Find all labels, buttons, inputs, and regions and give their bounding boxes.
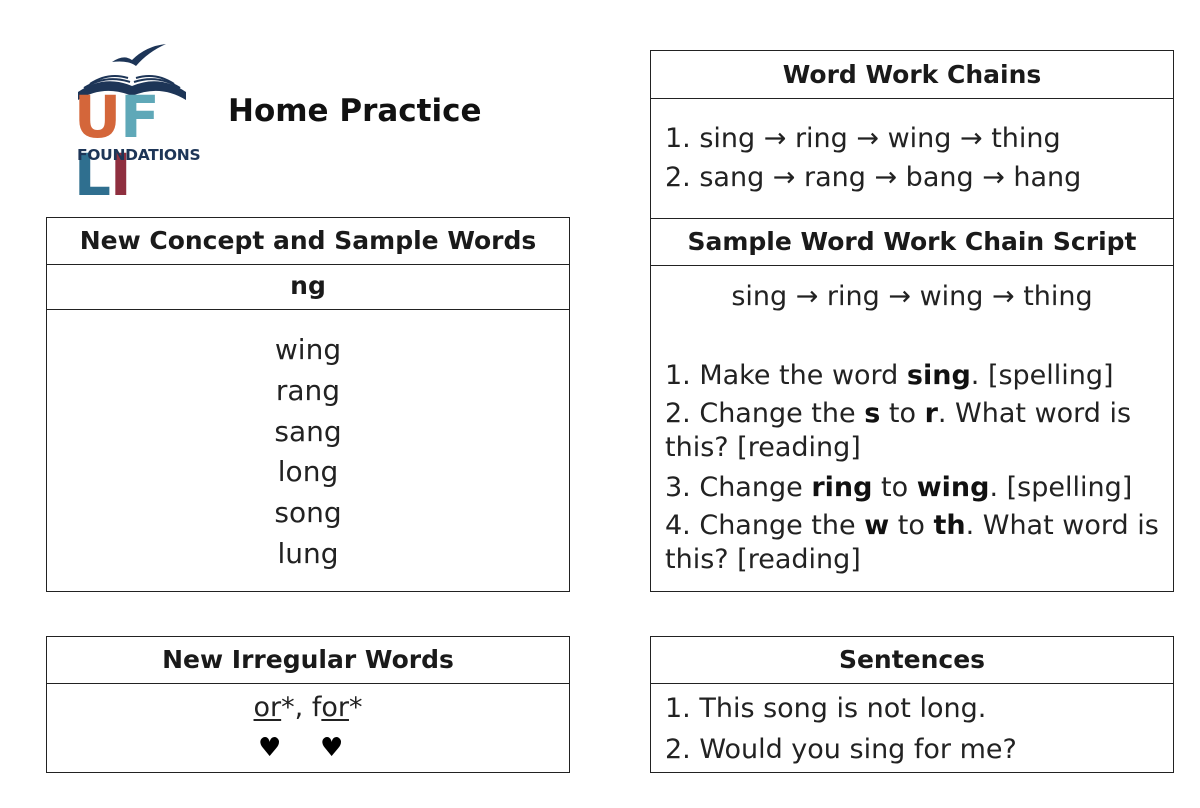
script-step	[665, 509, 1161, 577]
word-work-chains-header: Word Work Chains	[651, 51, 1173, 99]
step-text: 3. Change	[665, 472, 812, 503]
sentences-box	[650, 636, 1174, 773]
irregular-word-mark: *	[348, 692, 363, 723]
logo-letter-u: U	[74, 83, 121, 151]
script-step	[665, 359, 1161, 393]
page-title: Home Practice	[228, 93, 482, 129]
sample-word: sang	[274, 414, 342, 448]
irregular-word-list	[47, 692, 569, 723]
concept-pattern: ng	[47, 264, 569, 310]
word-work-chains-box	[650, 50, 1174, 592]
step-text: 4. Change the	[665, 510, 865, 541]
script-step	[665, 397, 1161, 465]
step-text: 1. Make the word	[665, 360, 907, 391]
script-step	[665, 471, 1161, 505]
irregular-word-part: f	[311, 692, 322, 723]
sentence-line: 2. Would you sing for me?	[665, 734, 1017, 765]
irregular-separator: ,	[294, 692, 312, 723]
step-keyword: s	[864, 398, 881, 429]
chain-script-sequence: sing → ring → wing → thing	[731, 281, 1093, 312]
sentence-line: 1. This song is not long.	[665, 693, 987, 724]
logo-subtext: FOUNDATIONS	[77, 146, 201, 164]
step-keyword: ring	[811, 472, 873, 503]
sample-word: wing	[274, 333, 342, 366]
logo-letter-l: L	[74, 141, 110, 209]
sample-word: song	[274, 496, 342, 530]
step-keyword: r	[924, 398, 938, 429]
sample-word-list	[47, 330, 569, 575]
step-keyword: sing	[906, 360, 971, 391]
step-text: to	[889, 510, 934, 541]
step-text: . [spelling]	[970, 360, 1114, 391]
step-text: . What word is this? [reading]	[665, 510, 1159, 575]
sample-word: rang	[275, 373, 341, 407]
irregular-word-part: or	[253, 692, 282, 723]
ufli-logo	[74, 40, 201, 209]
step-keyword: wing	[916, 472, 990, 503]
step-text: to	[872, 472, 917, 503]
step-text: . What word is this? [reading]	[665, 398, 1132, 463]
sample-word: long	[277, 455, 339, 489]
step-text: . [spelling]	[989, 472, 1133, 503]
word-chain-line: 2. sang → rang → bang → hang	[665, 162, 1082, 193]
new-concept-header: New Concept and Sample Words	[47, 218, 569, 265]
heart-icon: ♥	[320, 733, 344, 763]
step-text: 2. Change the	[665, 398, 865, 429]
sample-word: lung	[277, 536, 339, 570]
step-text: to	[880, 398, 925, 429]
step-keyword: w	[864, 510, 890, 541]
heart-icon: ♥	[258, 733, 282, 763]
sentences-header: Sentences	[651, 637, 1173, 684]
logo-letter-f: F	[120, 83, 159, 151]
step-keyword: th	[933, 510, 966, 541]
irregular-word-part: or	[321, 692, 349, 723]
irregular-word-mark: *	[281, 692, 295, 723]
irregular-words-header: New Irregular Words	[47, 637, 569, 684]
logo-letter-i: I	[109, 141, 131, 209]
irregular-words-box	[46, 636, 570, 773]
word-chain-line: 1. sing → ring → wing → thing	[665, 123, 1061, 154]
chain-script-header: Sample Word Work Chain Script	[651, 218, 1173, 266]
new-concept-box	[46, 217, 570, 592]
